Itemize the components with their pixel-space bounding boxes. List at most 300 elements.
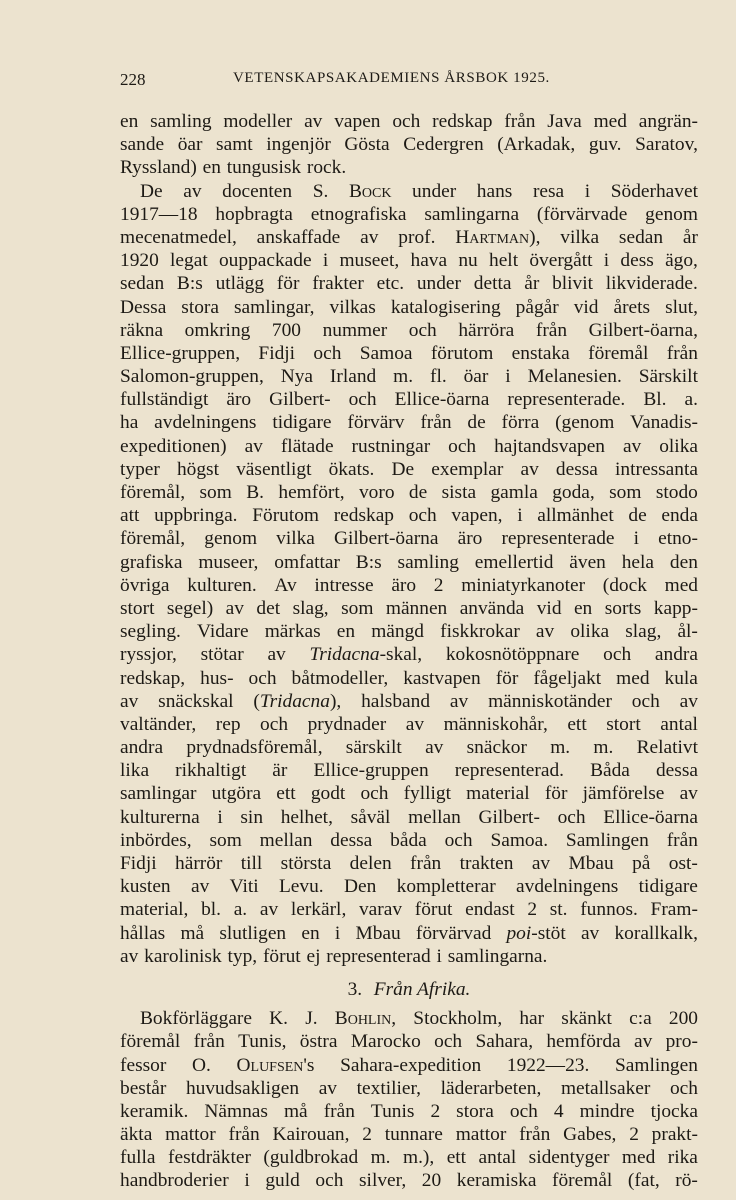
page-header	[120, 70, 698, 94]
text-line	[120, 319, 698, 342]
word: enstaka	[511, 342, 570, 364]
word: m.	[393, 366, 414, 388]
word: hava	[410, 250, 448, 272]
word: kokosnötöppnare	[445, 644, 580, 666]
word: voro	[358, 482, 395, 503]
word: högst	[176, 458, 219, 480]
word: fylligt	[403, 783, 451, 805]
word: och	[631, 690, 660, 712]
word: även	[569, 551, 606, 573]
word: rustningar	[351, 435, 431, 457]
word: frakter	[312, 273, 364, 295]
word: docenten	[222, 180, 293, 202]
word: material,	[120, 899, 189, 921]
word: Samlingen	[565, 829, 649, 851]
word: hans	[476, 180, 513, 202]
word: väsentligt	[236, 458, 312, 480]
word: museet,	[339, 250, 400, 272]
word: stötar	[200, 644, 244, 666]
word: öar	[177, 134, 203, 156]
word: (dock	[602, 574, 647, 596]
word: ouppackade	[218, 250, 312, 272]
word: Gabes,	[563, 1124, 617, 1146]
word: förutom	[430, 342, 494, 364]
word: Ellice-öarna	[394, 389, 490, 411]
word: angrän-	[638, 111, 698, 132]
word: Bl.	[643, 389, 667, 411]
section-title: Från Afrika.	[373, 978, 471, 1000]
text-line	[120, 133, 698, 156]
text-line	[120, 782, 698, 805]
word: Gösta	[344, 134, 390, 156]
word: kompletterar	[396, 876, 496, 898]
section-number: 3.	[347, 978, 363, 1000]
word: huvudsakligen	[185, 1077, 300, 1099]
text-line	[120, 922, 698, 945]
word: jämförelse	[582, 783, 665, 805]
word: 2	[527, 899, 538, 921]
word: prydnadsföremål,	[186, 737, 323, 759]
text-line	[120, 759, 698, 782]
word: för	[495, 667, 519, 689]
word: Mbau	[568, 853, 614, 874]
text-line	[120, 551, 698, 574]
word: kusten	[120, 876, 171, 898]
word: från	[420, 412, 452, 434]
word: olika	[659, 435, 698, 457]
word: Vidare	[196, 621, 249, 643]
word: snäckor	[466, 737, 527, 759]
word: redskap	[432, 111, 493, 132]
word: vid	[536, 597, 562, 619]
word: Tridacna-skal,	[309, 644, 423, 666]
word: för	[276, 273, 300, 295]
word: katalogisering	[390, 296, 501, 318]
word: detta	[473, 273, 512, 295]
word: från	[519, 1124, 551, 1146]
word: m.	[550, 737, 571, 759]
word: av	[259, 899, 279, 921]
word: 1917—18	[120, 203, 198, 225]
word: grafiska	[120, 551, 183, 573]
word: (Tridacna),	[253, 690, 342, 712]
text-line	[120, 597, 698, 620]
word: mecenatmedel,	[120, 226, 237, 248]
word: Särskilt	[638, 366, 698, 388]
word: rep	[215, 713, 241, 735]
text-line	[120, 110, 698, 133]
word: Java	[547, 111, 582, 132]
word: Båda	[590, 760, 630, 782]
word: tungusisk	[226, 157, 302, 179]
word: som	[609, 482, 642, 503]
word: delen	[349, 853, 392, 874]
word: slutligen	[219, 922, 287, 944]
word: från	[410, 853, 442, 874]
word: föremål	[552, 1170, 613, 1192]
word: år	[524, 273, 540, 295]
word: typer	[120, 458, 160, 480]
word: från	[323, 1100, 355, 1122]
word: vilka	[276, 528, 315, 550]
text-line	[120, 667, 698, 690]
word: expeditionen)	[120, 435, 227, 457]
text-line	[120, 713, 698, 736]
word: (förvärvade	[536, 203, 628, 225]
word: och	[392, 111, 421, 132]
word: samling	[150, 111, 212, 132]
word: den	[669, 551, 698, 573]
word: representerade	[501, 528, 615, 550]
word: med	[621, 1147, 656, 1169]
word: de	[467, 412, 486, 434]
word: fessor	[120, 1054, 167, 1076]
text-line	[120, 203, 698, 226]
word: Ellice-gruppen	[313, 760, 429, 782]
word: samlingar	[120, 783, 197, 805]
word: trakten	[459, 853, 514, 874]
word: slag,	[625, 621, 662, 643]
text-line	[120, 481, 698, 504]
word: Fidji	[258, 342, 296, 364]
word: B:s	[355, 551, 382, 573]
word: 1920	[120, 250, 159, 272]
word: sedan	[618, 226, 664, 248]
word: människotänder	[488, 690, 612, 712]
word: Levu.	[278, 876, 324, 898]
word: i	[334, 922, 341, 944]
word: sedan	[120, 273, 165, 295]
word: stort	[606, 713, 641, 735]
word: ett	[446, 1147, 467, 1169]
word: med	[593, 111, 627, 132]
word: skänkt	[561, 1008, 612, 1030]
word: fulla	[120, 1147, 156, 1169]
word: Stockholm,	[413, 1008, 503, 1030]
word: samling	[397, 551, 459, 573]
word: i	[322, 250, 329, 272]
word: sorts	[604, 597, 642, 619]
word: av	[405, 713, 425, 735]
word: Relativt	[636, 737, 698, 759]
word: De	[140, 180, 163, 202]
text-line	[120, 875, 698, 898]
text-line	[120, 643, 698, 666]
word: 700	[271, 319, 301, 341]
word: guv.	[588, 134, 622, 156]
word: segling.	[120, 621, 181, 643]
word: i	[217, 806, 223, 828]
text-line	[120, 620, 698, 643]
word: uppbringa.	[154, 505, 238, 527]
word: (genom	[555, 412, 615, 434]
word: kulturerna	[120, 806, 200, 828]
word: ha	[120, 412, 139, 434]
word: såväl	[350, 806, 391, 828]
text-line	[120, 180, 698, 203]
word: 2	[629, 1124, 639, 1146]
word: Förutom	[252, 505, 320, 527]
word: antal	[478, 1147, 517, 1169]
word: (fat,	[627, 1170, 660, 1192]
word: redskap	[333, 505, 395, 527]
word: redskap,	[120, 667, 186, 689]
word: 1922—23.	[506, 1054, 590, 1076]
word: Dessa	[120, 296, 167, 318]
word: föremål,	[120, 528, 186, 550]
word: övriga	[120, 574, 170, 596]
word: likviderade.	[605, 273, 698, 295]
text-line	[120, 411, 698, 434]
word: Viti	[229, 876, 259, 898]
word: i	[633, 528, 639, 550]
word: de	[628, 505, 647, 527]
word: snäckskal	[158, 690, 234, 712]
word: modeller	[223, 111, 293, 132]
word: m.	[370, 1147, 391, 1169]
word: guld	[265, 1170, 300, 1192]
word: Ellice-gruppen,	[120, 342, 241, 364]
word: det	[256, 597, 281, 619]
word: Samoa.	[490, 829, 549, 851]
word: miniatyrkanoter	[461, 574, 586, 596]
word: samt	[216, 134, 253, 156]
word: textilier,	[356, 1077, 422, 1099]
word: ett	[276, 783, 296, 805]
word: mängd	[371, 621, 424, 643]
word: etnografiska	[310, 203, 407, 225]
word: keramiska	[456, 1170, 537, 1192]
word: Samlingen	[614, 1054, 698, 1076]
text-line	[120, 1169, 698, 1192]
word: av	[580, 922, 600, 944]
word: ökats.	[328, 458, 375, 480]
word: allmänhet	[537, 505, 614, 527]
word: godt	[310, 783, 346, 805]
word: representerade.	[507, 389, 626, 411]
word: i	[505, 366, 511, 388]
text-line	[120, 365, 698, 388]
word: avdelningens	[516, 876, 619, 898]
word: De	[391, 458, 415, 480]
text-line	[120, 574, 698, 597]
word: rika	[667, 1147, 698, 1169]
word: kulturen.	[187, 574, 257, 596]
word: på	[632, 853, 651, 874]
word: dess	[620, 250, 654, 272]
word: en	[573, 597, 593, 619]
word: förut	[414, 899, 453, 921]
word: 2	[430, 1100, 441, 1122]
word: under	[416, 273, 461, 295]
word: rikhaltigt	[175, 760, 247, 782]
word: av	[120, 945, 139, 967]
page-number: 228	[120, 70, 146, 89]
word: mellan	[259, 829, 313, 851]
text-line	[120, 388, 698, 411]
word: stodo	[655, 482, 698, 503]
text-line	[120, 1077, 698, 1100]
word: gamla	[490, 482, 538, 503]
word: må	[283, 1100, 308, 1122]
word: valtänder,	[120, 713, 197, 735]
word: fullständigt	[120, 389, 209, 411]
word: hus-	[200, 667, 234, 689]
word: st.	[549, 899, 568, 921]
word: Saratov,	[635, 134, 698, 156]
word: dessa	[655, 760, 698, 782]
word: år	[682, 226, 698, 248]
word: intressanta	[615, 458, 698, 480]
word: av	[225, 597, 244, 619]
text-line	[120, 736, 698, 759]
text-line	[120, 852, 698, 875]
word: 2	[433, 574, 444, 596]
word: fiskkrokar	[440, 621, 520, 643]
word: avdelningens	[154, 412, 257, 434]
word: övergått	[529, 250, 593, 272]
word: och	[444, 829, 473, 851]
word: m.	[593, 737, 614, 759]
word: dessa	[330, 829, 373, 851]
word: helt	[489, 250, 519, 272]
word: och	[408, 319, 437, 341]
word: tidigare	[638, 876, 698, 898]
word: stora	[181, 296, 219, 318]
word: förvärv	[347, 412, 405, 434]
word: en	[336, 621, 356, 643]
word: metallsaker	[560, 1077, 651, 1099]
word: Melanesien.	[527, 366, 622, 388]
word: och	[408, 505, 437, 527]
word: Hartman),	[455, 226, 541, 248]
word: att	[120, 505, 140, 527]
word: och	[313, 342, 342, 364]
word: ingenjör	[266, 134, 331, 156]
word: a.	[233, 899, 248, 921]
text-line	[120, 1054, 698, 1077]
word: i	[436, 945, 442, 967]
word: etno-	[658, 528, 698, 550]
word: omkring	[184, 319, 251, 341]
word: märkas	[264, 621, 321, 643]
word: varav	[358, 899, 403, 921]
word: av	[679, 783, 698, 805]
word: största	[280, 853, 332, 874]
text-line	[120, 527, 698, 550]
word: lika	[120, 760, 150, 782]
word: under	[412, 180, 457, 202]
word: andra	[654, 644, 698, 666]
word: Salomon-gruppen,	[120, 366, 264, 388]
word: från	[504, 111, 536, 132]
word: prakt-	[651, 1124, 698, 1146]
word: slut,	[665, 296, 698, 318]
word: poi-stöt	[506, 922, 566, 944]
word: B:s	[176, 273, 203, 295]
word: rock.	[306, 157, 347, 179]
word: flätade	[280, 435, 334, 457]
word: vapen,	[451, 505, 503, 527]
word: exemplar	[431, 458, 504, 480]
word: äro	[457, 528, 483, 550]
word: anskaffade	[256, 226, 341, 248]
word: emellertid	[474, 551, 554, 573]
word: kula	[664, 667, 698, 689]
word: Gilbert-öarna	[334, 528, 439, 550]
text-line	[120, 898, 698, 921]
text-line	[120, 1007, 698, 1030]
word: Bohlin,	[334, 1008, 397, 1030]
word: helhet,	[280, 806, 333, 828]
word: männen	[385, 597, 448, 619]
word: dessa	[555, 458, 598, 480]
word: S.	[312, 180, 329, 202]
word: och	[557, 806, 586, 828]
word: enda	[661, 505, 698, 527]
word: i	[584, 180, 591, 202]
text-line	[120, 226, 698, 249]
word: föremål	[588, 342, 649, 364]
word: av	[449, 690, 469, 712]
text-line	[120, 435, 698, 458]
word: stort	[120, 597, 155, 619]
text-line	[120, 272, 698, 295]
word: från	[193, 1031, 225, 1053]
text-line	[120, 504, 698, 527]
word: ej	[306, 945, 321, 967]
word: tidigare	[272, 412, 332, 434]
word: med	[664, 574, 698, 596]
word: Ryssland)	[120, 157, 197, 179]
word: av	[535, 621, 555, 643]
word: som	[341, 597, 374, 619]
word: öar	[463, 366, 489, 388]
word: i	[517, 505, 523, 527]
word: äro	[226, 389, 252, 411]
word: Tunis,	[238, 1031, 287, 1053]
word: 4	[553, 1100, 564, 1122]
body-text	[120, 110, 698, 1193]
word: funnos.	[580, 899, 638, 921]
word: sista	[441, 482, 477, 503]
text-line	[120, 1146, 698, 1169]
word: och	[360, 783, 389, 805]
word: och	[603, 644, 632, 666]
word: Vanadis-	[630, 412, 698, 434]
word: karolinisk	[144, 945, 222, 967]
word: etc.	[376, 273, 405, 295]
word: nu	[458, 250, 478, 272]
word: pro-	[665, 1031, 698, 1053]
word: nummer	[322, 319, 388, 341]
word: Ellice-öarna	[603, 806, 698, 828]
word: kapp-	[653, 597, 698, 619]
word: genom	[645, 203, 698, 225]
word: Den	[343, 876, 377, 898]
word: K.	[269, 1008, 289, 1030]
word: c:a	[629, 1008, 652, 1030]
word: av	[304, 111, 323, 132]
word: som	[199, 482, 232, 503]
word: räkna	[120, 319, 164, 341]
word: typ,	[227, 945, 258, 967]
word: östra	[299, 1031, 338, 1053]
word: O.	[191, 1054, 211, 1076]
word: av	[183, 180, 202, 202]
word: använda	[459, 597, 525, 619]
word: och	[669, 1077, 698, 1099]
